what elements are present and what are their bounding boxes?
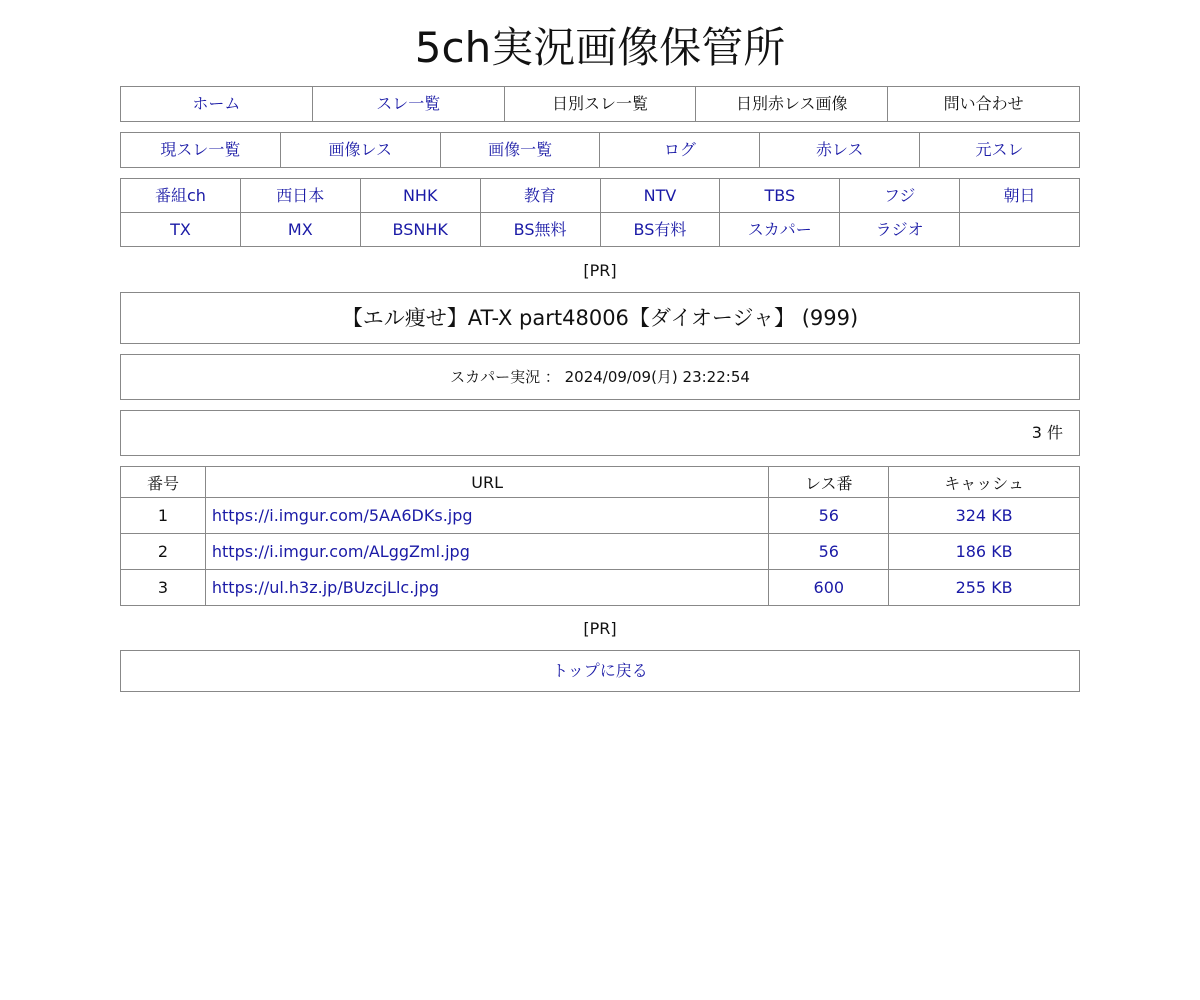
channel-link-asahi[interactable]: 朝日: [1003, 186, 1036, 205]
image-table: [120, 466, 1080, 606]
main-nav: [120, 86, 1080, 122]
row-number: 3: [121, 570, 206, 606]
nav-original-thread-link[interactable]: 元スレ: [975, 140, 1024, 159]
row-number: 1: [121, 498, 206, 534]
nav-cell-image-list[interactable]: [440, 133, 600, 167]
column-header-cache: キャッシュ: [889, 467, 1080, 498]
channel-link-bangumi[interactable]: 番組ch: [154, 186, 206, 205]
nav-thread-list-link[interactable]: スレ一覧: [376, 94, 441, 113]
thread-meta: スカパー実況 ： 2024/09/09(月) 23:22:54: [450, 368, 750, 386]
nav-cell-current-threads[interactable]: [121, 133, 280, 167]
channel-cell[interactable]: [241, 179, 361, 213]
nav-red-res-link[interactable]: 赤レス: [815, 140, 864, 159]
column-header-res: レス番: [769, 467, 889, 498]
nav-home-link[interactable]: ホーム: [192, 94, 241, 113]
channel-link-tbs[interactable]: TBS: [764, 186, 796, 205]
channel-link-bs-free[interactable]: BS無料: [513, 220, 567, 239]
res-number-link[interactable]: 56: [818, 542, 839, 561]
row-url-cell: [205, 570, 768, 606]
nav-cell-image-res[interactable]: [280, 133, 440, 167]
nav-cell-daily-threads: [504, 87, 696, 121]
cache-link[interactable]: 255 KB: [955, 578, 1013, 597]
site-title: 5ch実況画像保管所: [414, 23, 786, 72]
channel-link-nhk[interactable]: NHK: [402, 186, 438, 205]
image-url-link[interactable]: https://i.imgur.com/ALggZml.jpg: [211, 542, 470, 561]
res-number-link[interactable]: 56: [818, 506, 839, 525]
channel-cell[interactable]: [481, 213, 601, 247]
nav-cell-thread-list[interactable]: [312, 87, 504, 121]
result-count-box: [120, 410, 1080, 456]
thread-title: 【エル痩せ】AT-X part48006【ダイオージャ】 (999): [341, 306, 859, 330]
cache-link[interactable]: 186 KB: [955, 542, 1013, 561]
table-header-row: [121, 467, 1080, 498]
row-res-cell: [769, 534, 889, 570]
nav-cell-home[interactable]: [121, 87, 312, 121]
channel-cell[interactable]: [720, 213, 840, 247]
nav-contact-label: 問い合わせ: [943, 94, 1024, 113]
channel-link-tx[interactable]: TX: [170, 220, 191, 239]
nav-daily-red-images-label: 日別赤レス画像: [736, 94, 848, 113]
channel-link-radio[interactable]: ラジオ: [875, 220, 924, 239]
thread-title-box: [120, 292, 1080, 344]
table-row: [121, 534, 1080, 570]
channel-cell[interactable]: [121, 179, 241, 213]
page-container: [120, 0, 1080, 692]
channel-cell[interactable]: [481, 179, 601, 213]
channel-cell-empty: [960, 213, 1080, 247]
row-cache-cell: [889, 534, 1080, 570]
channel-cell[interactable]: [241, 213, 361, 247]
row-cache-cell: [889, 570, 1080, 606]
table-row: [121, 498, 1080, 534]
channel-link-bs-paid[interactable]: BS有料: [633, 220, 687, 239]
row-url-cell: [205, 498, 768, 534]
channel-cell[interactable]: [840, 213, 960, 247]
channel-link-skyperfect[interactable]: スカパー: [747, 220, 812, 239]
channel-cell[interactable]: [601, 179, 721, 213]
row-url-cell: [205, 534, 768, 570]
nav-log-link[interactable]: ログ: [663, 140, 696, 159]
row-res-cell: [769, 498, 889, 534]
nav-cell-contact: [887, 87, 1079, 121]
nav-image-list-link[interactable]: 画像一覧: [488, 140, 553, 159]
back-to-top-box: [120, 650, 1080, 692]
row-res-cell: [769, 570, 889, 606]
cache-link[interactable]: 324 KB: [955, 506, 1013, 525]
pr-label: [PR]: [583, 261, 617, 280]
channel-link-bsnhk[interactable]: BSNHK: [392, 220, 448, 239]
row-number: 2: [121, 534, 206, 570]
back-to-top-link[interactable]: トップに戻る: [552, 661, 648, 680]
nav-current-threads-link[interactable]: 現スレ一覧: [160, 140, 241, 159]
column-header-number: 番号: [121, 467, 206, 498]
channel-link-mx[interactable]: MX: [287, 220, 313, 239]
channel-link-fuji[interactable]: フジ: [884, 186, 916, 205]
image-url-link[interactable]: https://i.imgur.com/5AA6DKs.jpg: [211, 506, 473, 525]
column-header-url: URL: [205, 467, 768, 498]
channel-cell[interactable]: [840, 179, 960, 213]
thread-nav: [120, 132, 1080, 168]
nav-cell-original-thread[interactable]: [919, 133, 1079, 167]
table-row: [121, 570, 1080, 606]
nav-cell-daily-red-images: [695, 87, 887, 121]
channel-link-ntv[interactable]: NTV: [643, 186, 677, 205]
channel-cell[interactable]: [720, 179, 840, 213]
res-number-link[interactable]: 600: [813, 578, 845, 597]
channel-link-nishinihon[interactable]: 西日本: [276, 186, 325, 205]
pr-label: [PR]: [583, 619, 617, 638]
nav-image-res-link[interactable]: 画像レス: [328, 140, 392, 159]
image-url-link[interactable]: https://ul.h3z.jp/BUzcjLlc.jpg: [211, 578, 440, 597]
channel-cell[interactable]: [960, 179, 1080, 213]
nav-cell-red-res[interactable]: [759, 133, 919, 167]
row-cache-cell: [889, 498, 1080, 534]
thread-meta-box: [120, 354, 1080, 400]
channel-grid: [120, 178, 1080, 247]
channel-cell[interactable]: [361, 179, 481, 213]
nav-cell-log[interactable]: [599, 133, 759, 167]
channel-cell[interactable]: [121, 213, 241, 247]
channel-cell[interactable]: [361, 213, 481, 247]
nav-daily-threads-label: 日別スレ一覧: [551, 94, 648, 113]
channel-cell[interactable]: [601, 213, 721, 247]
result-count: 3 件: [1031, 423, 1063, 442]
channel-link-kyoiku[interactable]: 教育: [524, 186, 557, 205]
